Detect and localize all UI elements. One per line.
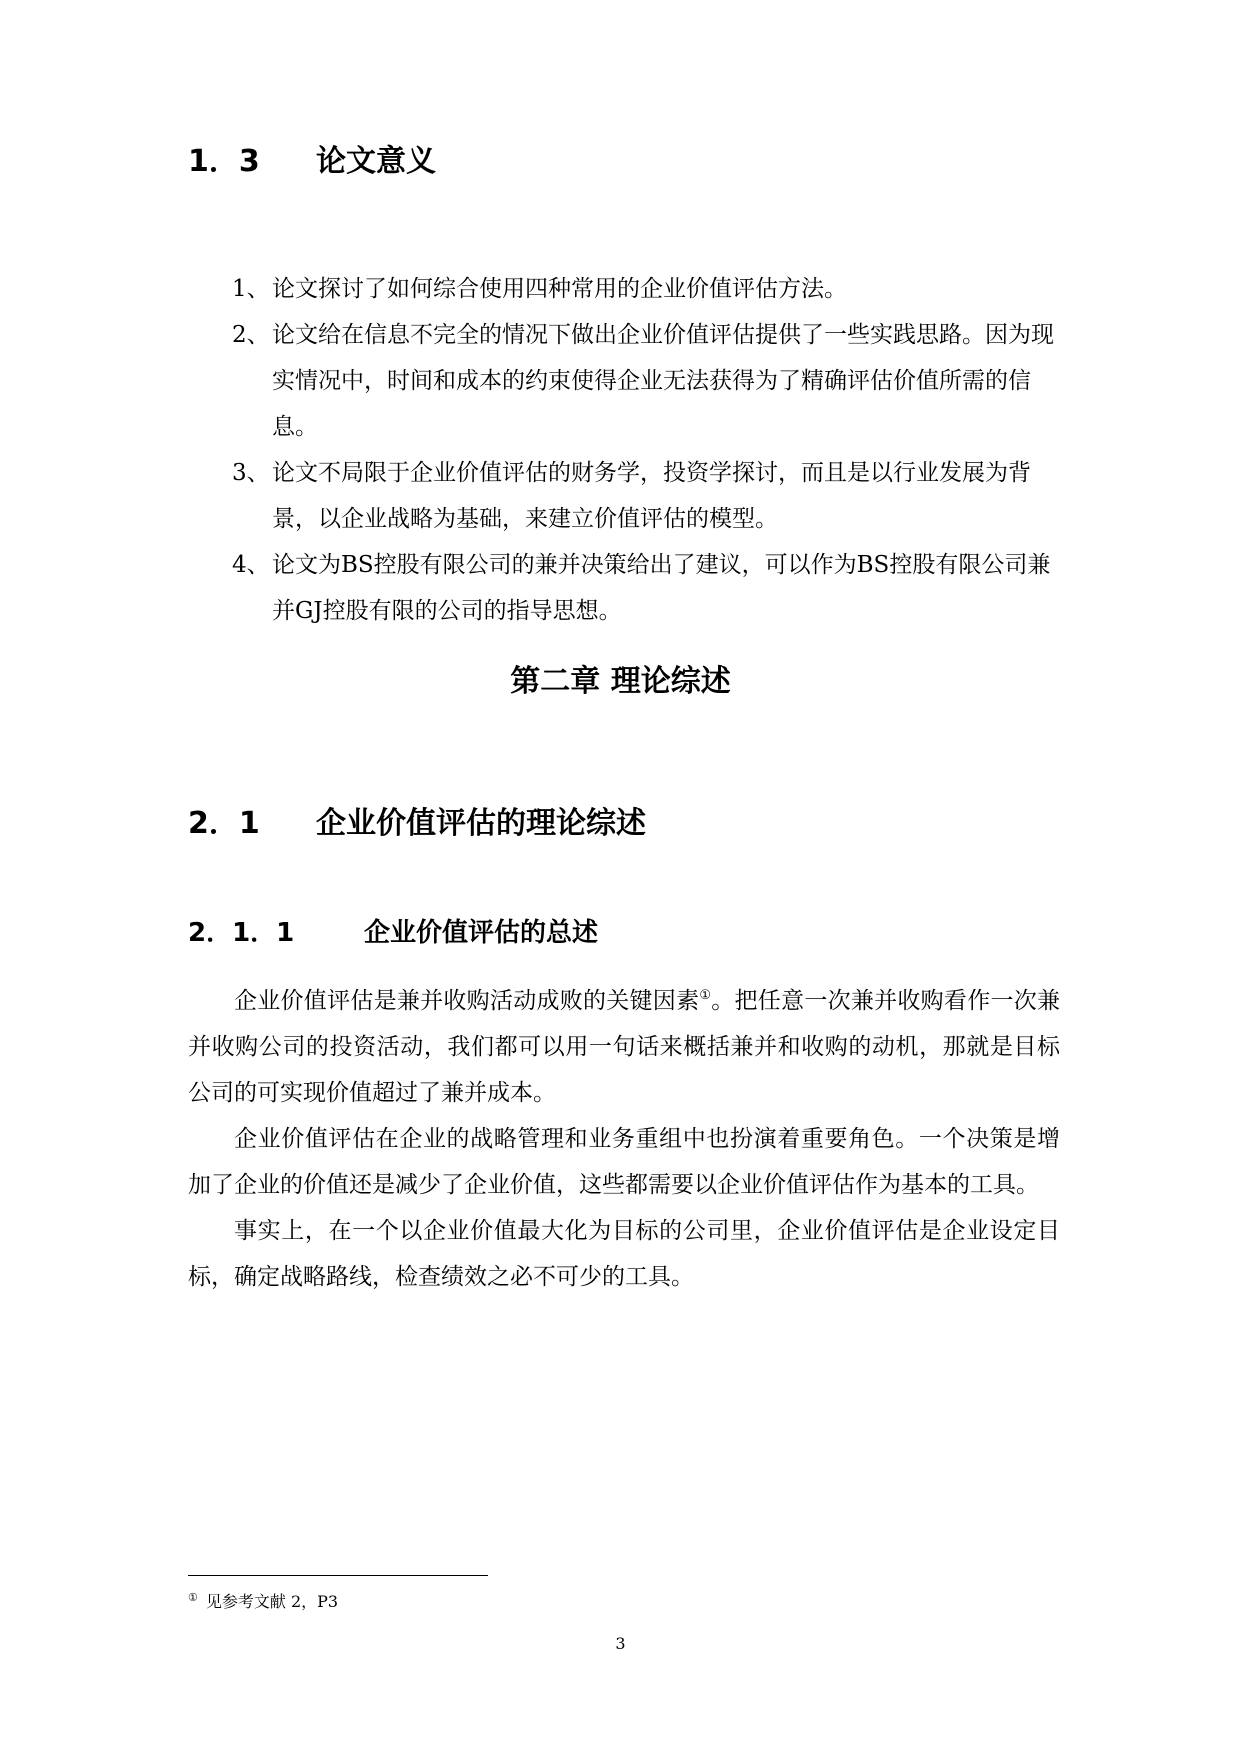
page-number: 3 bbox=[615, 1634, 626, 1653]
paragraph: 企业价值评估是兼并收购活动成败的关键因素①。把任意一次兼并收购看作一次兼并收购公司的投资活动，我们都可以用一句话来概括兼并和收购的动机，那就是目标公司的可实现价值超过了兼并成本。 bbox=[188, 988, 1061, 1106]
footnote-mark: ① bbox=[188, 1591, 198, 1604]
significance-list bbox=[232, 266, 1062, 634]
list-marker: 3、 bbox=[232, 460, 270, 486]
section-number: 2．1 bbox=[188, 806, 260, 841]
list-item-text: 论文给在信息不完全的情况下做出企业价值评估提供了一些实践思路。因为现实情况中，时间和成本的约束使得企业无法获得为了精确评估价值所需的信息。 bbox=[272, 322, 1054, 440]
list-item-text: 论文探讨了如何综合使用四种常用的企业价值评估方法。 bbox=[272, 276, 847, 302]
list-item bbox=[232, 266, 1062, 312]
section-number: 1．3 bbox=[188, 144, 260, 179]
subsection-title: 企业价值评估的总述 bbox=[364, 918, 599, 948]
list-item-text: 论文不局限于企业价值评估的财务学，投资学探讨，而且是以行业发展为背景，以企业战略为基础，来建立价值评估的模型。 bbox=[272, 460, 1031, 532]
paragraph: 企业价值评估在企业的战略管理和业务重组中也扮演着重要角色。一个决策是增加了企业的价值还是减少了企业价值，这些都需要以企业价值评估作为基本的工具。 bbox=[188, 1126, 1060, 1198]
list-item-text: 论文为BS控股有限公司的兼并决策给出了建议，可以作为BS控股有限公司兼并GJ控股有限的公司的指导思想。 bbox=[272, 552, 1051, 624]
section-heading-1-3 bbox=[188, 136, 436, 180]
subsection-number: 2．1．1 bbox=[188, 918, 295, 948]
subsection-heading-2-1-1 bbox=[188, 912, 598, 949]
list-marker: 1、 bbox=[232, 276, 270, 302]
section-title: 论文意义 bbox=[316, 144, 436, 179]
list-marker: 2、 bbox=[232, 322, 270, 348]
chapter-title: 第二章 理论综述 bbox=[510, 664, 731, 699]
list-item bbox=[232, 312, 1062, 450]
footnote-text: 见参考文献 2，P3 bbox=[205, 1592, 339, 1611]
body-text bbox=[188, 978, 1060, 1300]
list-marker: 4、 bbox=[232, 552, 270, 578]
section-title: 企业价值评估的理论综述 bbox=[316, 806, 646, 841]
list-item bbox=[232, 450, 1062, 542]
section-heading-2-1 bbox=[188, 798, 646, 842]
footnote-separator bbox=[188, 1575, 488, 1576]
paragraph: 事实上，在一个以企业价值最大化为目标的公司里，企业价值评估是企业设定目标，确定战略路线，检查绩效之必不可少的工具。 bbox=[188, 1218, 1060, 1290]
footnote bbox=[188, 1589, 338, 1612]
list-item bbox=[232, 542, 1062, 634]
footnote-reference[interactable]: ① bbox=[699, 988, 712, 1003]
